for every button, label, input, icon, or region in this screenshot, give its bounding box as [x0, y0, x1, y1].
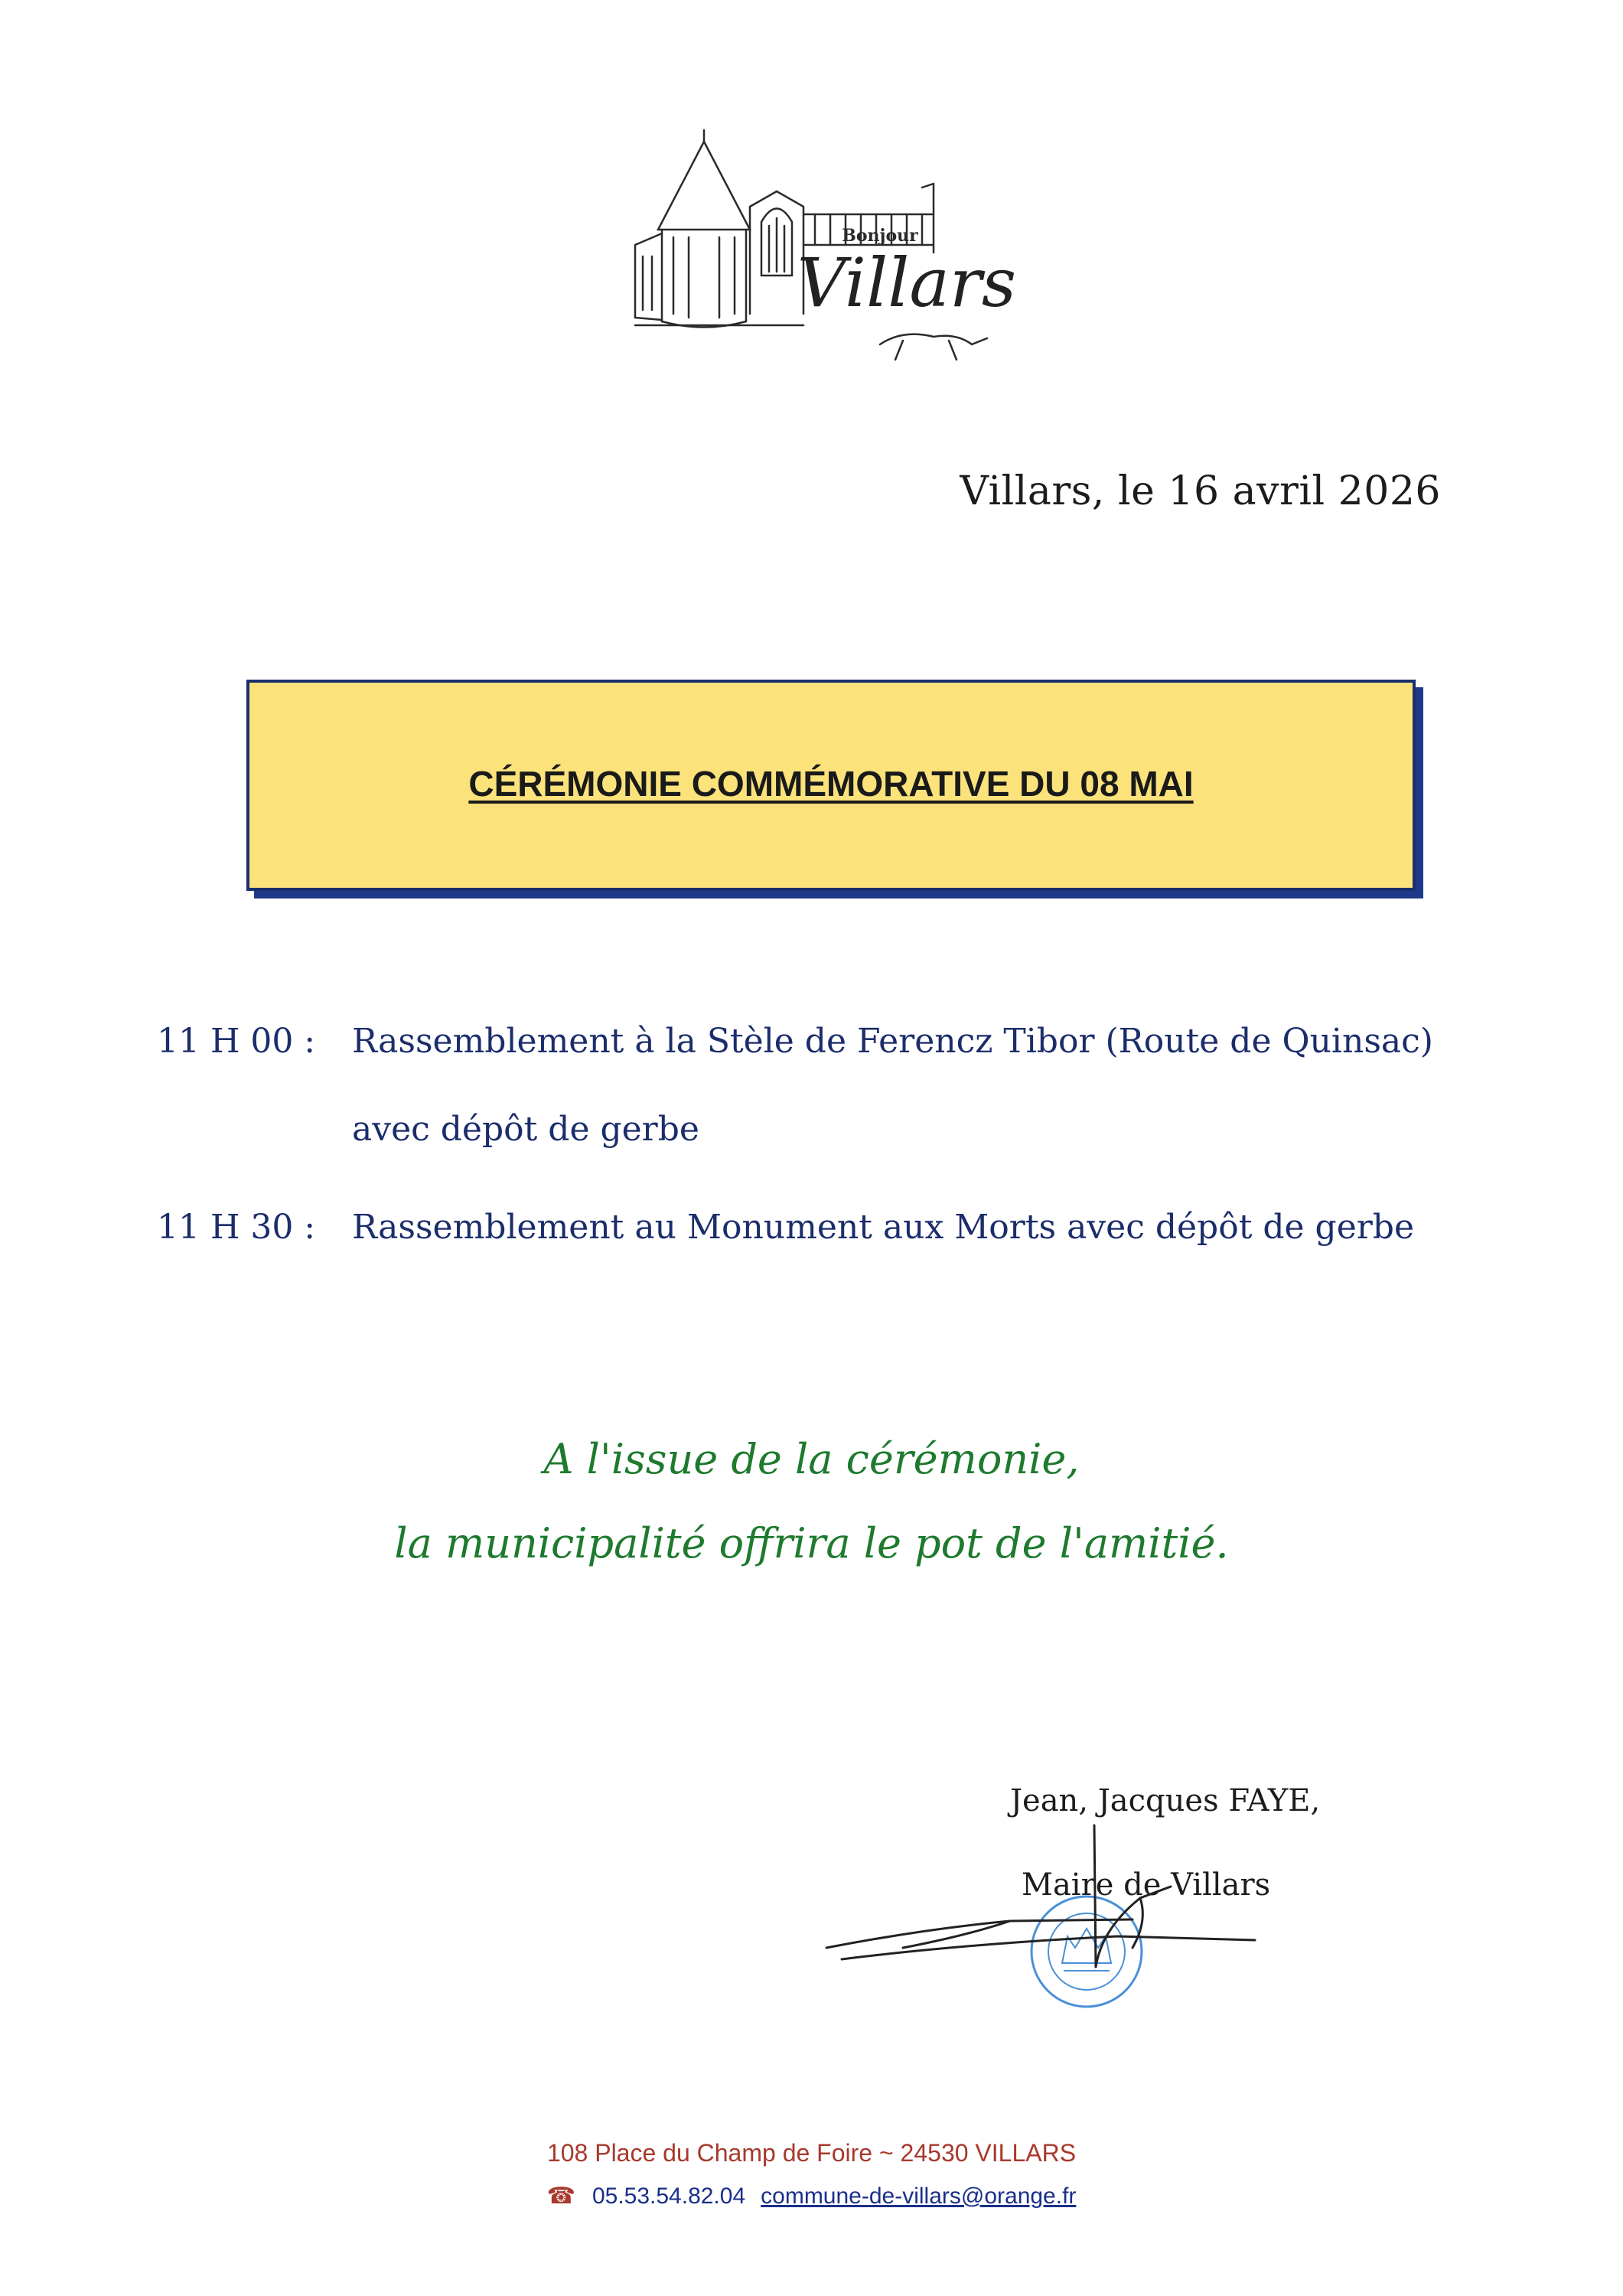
- footer-phone: 05.53.54.82.04: [592, 2183, 746, 2209]
- closing-line-1: A l'issue de la cérémonie,: [543, 1435, 1080, 1483]
- page-title: CÉRÉMONIE COMMÉMORATIVE DU 08 MAI: [468, 764, 1194, 804]
- footer-address: 108 Place du Champ de Foire ~ 24530 VILLARS: [546, 2139, 1077, 2167]
- schedule-desc-2-line-1: Rassemblement au Monument aux Morts avec dépôt de gerbe: [352, 1208, 1414, 1247]
- villars-logo: [627, 122, 1025, 375]
- signatory-role: Maire de Villars: [1022, 1867, 1271, 1903]
- signature-and-stamp: [811, 1814, 1286, 2059]
- signatory-name: Jean, Jacques FAYE,: [1010, 1783, 1321, 1818]
- handwritten-signature: [826, 1825, 1255, 1967]
- schedule-desc-1-line-1: Rassemblement à la Stèle de Ferencz Tibor (Route de Quinsac): [352, 1022, 1433, 1061]
- logo-banner-text: Bonjour: [842, 226, 918, 246]
- telephone-icon: ☎: [546, 2183, 575, 2209]
- schedule-time-2: 11 H 30 :: [157, 1208, 316, 1247]
- closing-line-2: la municipalité offrira le pot de l'amitié.: [394, 1519, 1229, 1567]
- logo-villars-text: Villars: [797, 243, 1017, 322]
- title-box: [246, 680, 1416, 891]
- footer-email-link[interactable]: commune-de-villars@orange.fr: [761, 2183, 1077, 2209]
- footer-contact: [0, 2183, 1623, 2210]
- schedule-time-1: 11 H 00 :: [157, 1022, 316, 1061]
- date-line: Villars, le 16 avril 2026: [960, 468, 1441, 514]
- schedule-desc-1-line-2: avec dépôt de gerbe: [352, 1110, 699, 1149]
